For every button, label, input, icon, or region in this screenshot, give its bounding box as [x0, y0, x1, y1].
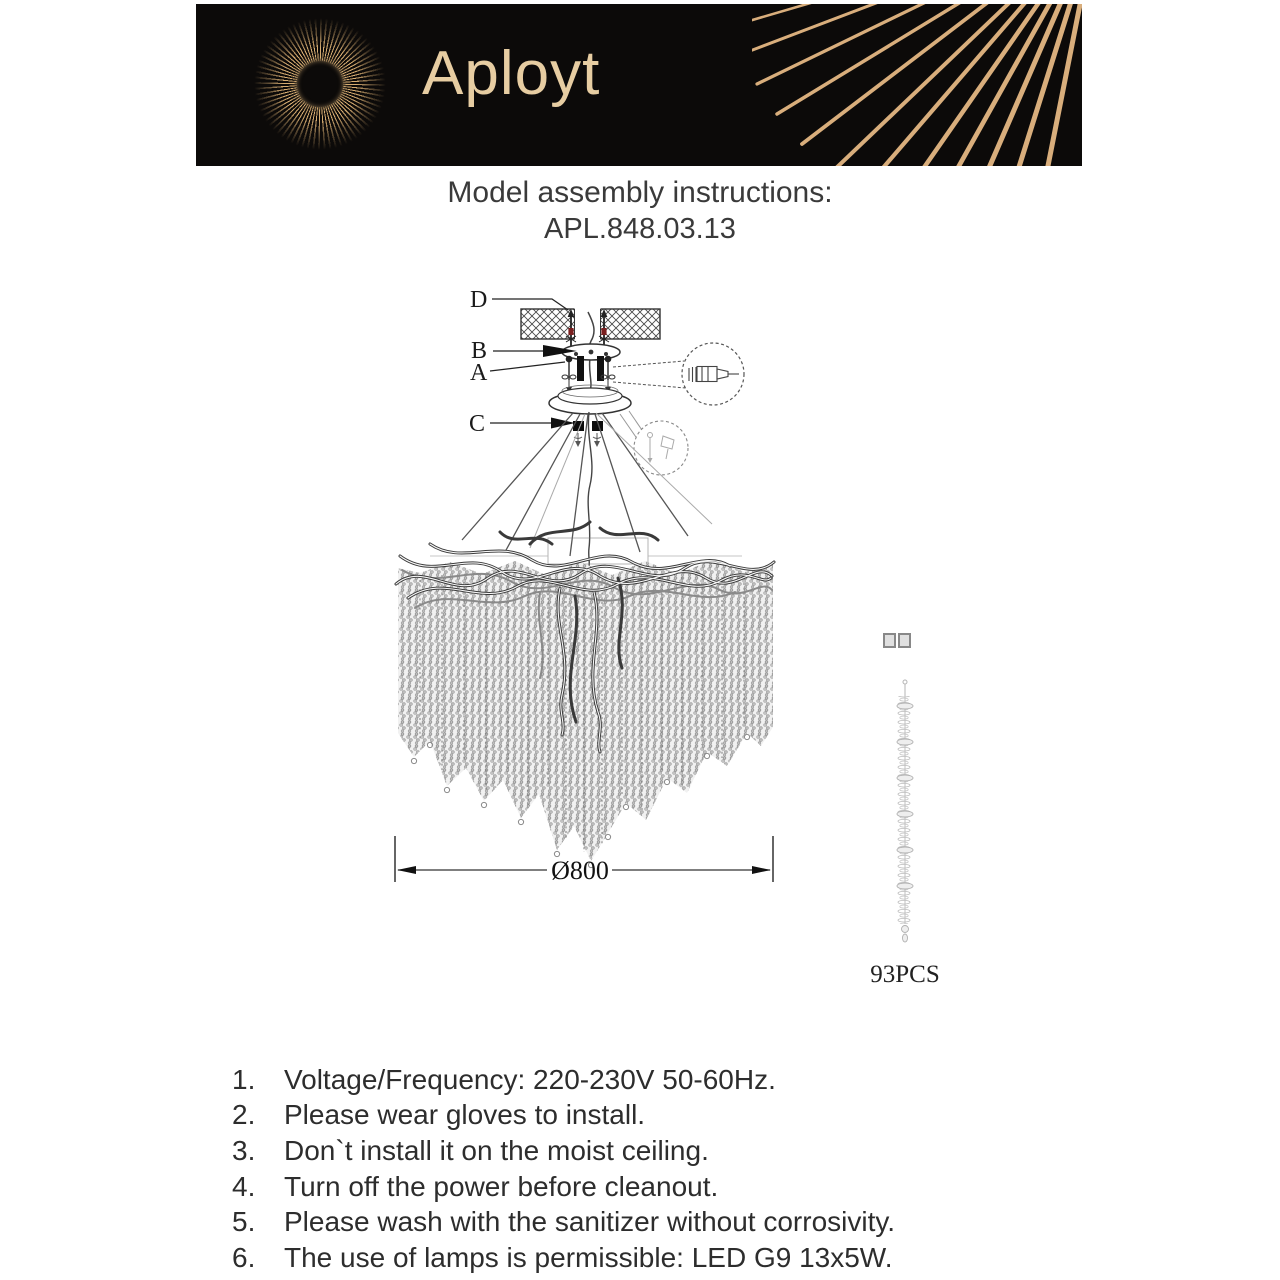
model-number: APL.848.03.13 [544, 213, 736, 245]
item-number: 4. [232, 1170, 256, 1202]
ceiling-block [521, 308, 660, 340]
diameter-label: Ø800 [551, 856, 609, 885]
spare-part-panel [855, 620, 955, 990]
item-text: Don`t install it on the moist ceiling. [284, 1134, 709, 1166]
item-number: 3. [232, 1134, 256, 1166]
item-number: 1. [232, 1063, 256, 1095]
decorative-rays [752, 4, 1082, 166]
list-item [232, 1133, 1072, 1169]
item-number: 5. [232, 1206, 256, 1238]
mounting-bolts [562, 356, 615, 393]
list-item [232, 1169, 1072, 1205]
list-item [232, 1062, 1072, 1098]
item-text: Please wash with the sanitizer without corrosivity. [284, 1206, 896, 1238]
item-text: Voltage/Frequency: 220-230V 50-60Hz. [284, 1063, 776, 1095]
spare-strand [897, 680, 913, 942]
screw-detail [620, 411, 688, 475]
item-text: The use of lamps is permissible: LED G9 13x5W. [284, 1241, 893, 1273]
label-b: B [471, 338, 488, 364]
instruction-list [232, 1062, 1072, 1276]
brand-banner [196, 4, 1082, 166]
item-number: 6. [232, 1241, 256, 1273]
list-item [232, 1204, 1072, 1240]
list-item [232, 1240, 1072, 1276]
label-a: A [470, 360, 488, 386]
item-text: Please wear gloves to install. [284, 1099, 646, 1131]
page-title: Model assembly instructions: [447, 176, 833, 209]
wire-connector-detail [613, 343, 744, 405]
canopy [549, 385, 631, 414]
sunburst-logo-icon [252, 16, 388, 152]
label-c: C [469, 411, 486, 437]
list-item [232, 1098, 1072, 1134]
brand-name: Aployt [422, 39, 601, 108]
item-number: 2. [232, 1099, 256, 1131]
spare-count-label: 93PCS [870, 961, 940, 988]
crystal-strands [398, 560, 773, 868]
label-d: D [470, 287, 488, 313]
connector-squares-icon [884, 634, 910, 647]
sunburst-core [297, 61, 343, 107]
assembly-diagram [385, 280, 790, 900]
item-text: Turn off the power before cleanout. [284, 1170, 719, 1202]
